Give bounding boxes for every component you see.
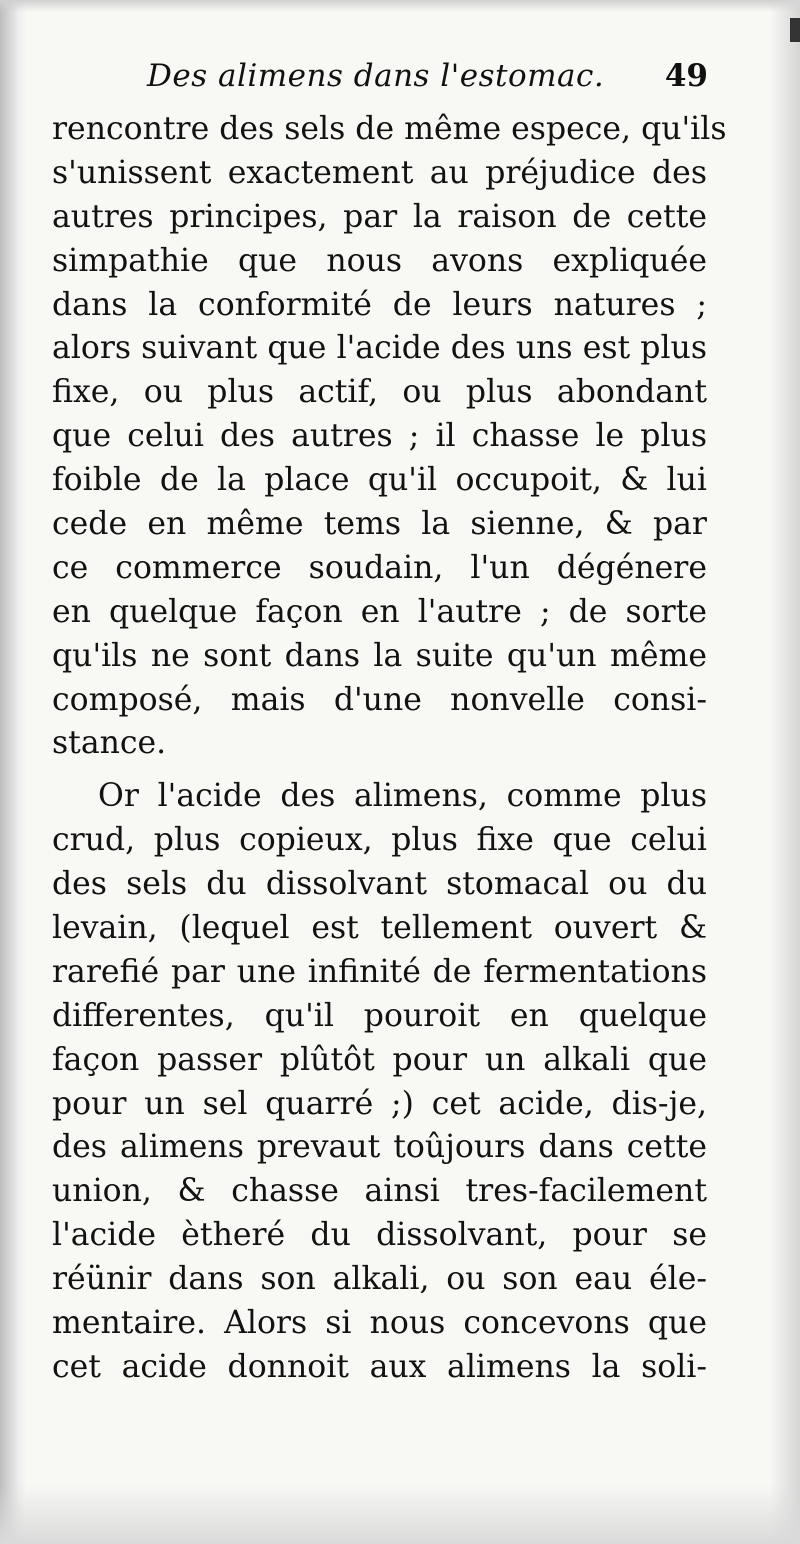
text-line: differentes, qu'il pouroit en quelque xyxy=(52,997,707,1034)
body-text xyxy=(52,108,727,1390)
text-line: réünir dans son alkali, ou son eau éle- xyxy=(52,1261,707,1298)
text-line: s'unissent exactement au préjudice des xyxy=(52,154,707,191)
text-line: cede en même tems la sienne, & par xyxy=(52,506,707,543)
text-line: que celui des autres ; il chasse le plus xyxy=(52,418,707,455)
text-line: rencontre des sels de même espece, qu'ils xyxy=(52,111,727,147)
text-line: mentaire. Alors si nous concevons que xyxy=(52,1305,707,1342)
text-line: des sels du dissolvant stomacal ou du xyxy=(52,866,707,903)
text-line: dans la conformité de leurs natures ; xyxy=(52,286,707,323)
page-edge-shadow xyxy=(770,0,800,1544)
text-line: stance. xyxy=(52,725,167,762)
page-top-shadow xyxy=(0,0,800,12)
text-line: levain, (lequel est tellement ouvert & xyxy=(52,910,707,947)
paragraph-start-line: Or l'acide des alimens, comme plus xyxy=(98,778,707,815)
text-line: façon passer plûtôt pour un alkali que xyxy=(52,1041,707,1078)
text-line: alors suivant que l'acide des uns est plus xyxy=(52,330,707,367)
page-gutter-shadow xyxy=(0,0,26,1544)
page-header xyxy=(52,58,712,108)
text-line: simpathie que nous avons expliquée xyxy=(52,242,707,279)
text-line: fixe, ou plus actif, ou plus abondant xyxy=(52,374,707,411)
page-bottom-shadow xyxy=(0,1484,800,1544)
running-head: Des alimens dans l'estomac. xyxy=(147,58,605,94)
text-line: composé, mais d'une nonvelle consi- xyxy=(52,681,707,718)
text-line: autres principes, par la raison de cette xyxy=(52,198,707,235)
text-line: foible de la place qu'il occupoit, & lui xyxy=(52,462,707,499)
page-number: 49 xyxy=(664,58,708,94)
text-line: cet acide donnoit aux alimens la soli- xyxy=(52,1348,707,1385)
scan-edge-mark xyxy=(790,18,800,42)
text-line: rarefié par une infinité de fermentations xyxy=(52,953,707,990)
text-line: crud, plus copieux, plus fixe que celui xyxy=(52,822,707,859)
text-line: qu'ils ne sont dans la suite qu'un même xyxy=(52,637,707,674)
text-line: pour un sel quarré ;) cet acide, dis-je, xyxy=(52,1085,707,1122)
text-line: l'acide ètheré du dissolvant, pour se xyxy=(52,1217,707,1254)
text-line: des alimens prevaut toûjours dans cette xyxy=(52,1129,707,1166)
text-line: union, & chasse ainsi tres-facilement xyxy=(52,1173,707,1210)
text-line: ce commerce soudain, l'un dégénere xyxy=(52,549,707,586)
text-line: en quelque façon en l'autre ; de sorte xyxy=(52,593,707,630)
